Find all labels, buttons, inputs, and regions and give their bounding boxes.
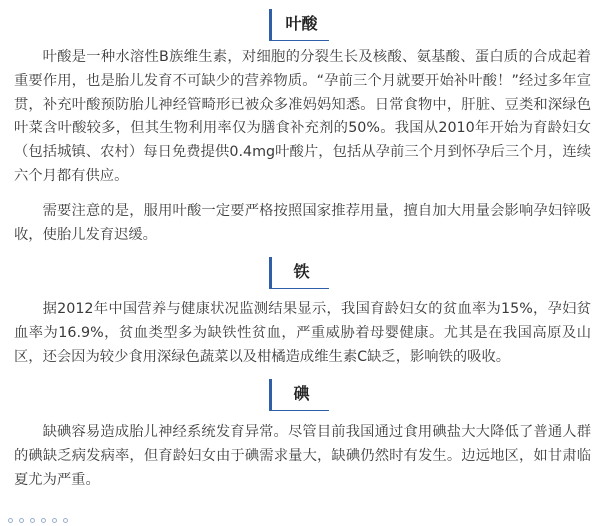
section-heading-wrap [0,257,600,289]
dot-icon [30,518,35,523]
paragraph-folic-acid-note: 需要注意的是，服用叶酸一定要严格按照国家推荐用量，擅自加大用量会影响孕妇锌吸收，使胎儿发育迟缓。 [14,203,591,243]
dot-icon [8,518,13,523]
section-heading-wrap [0,9,600,41]
paragraph-iron: 据2012年中国营养与健康状况监测结果显示，我国育龄妇女的贫血率为15%，孕妇贫血率为16.9%，贫血类型多为缺铁性贫血，严重威胁着母婴健康。尤其是在我国高原及山区，还会因为较少食用深绿色蔬菜以及柑橘造成维生素C缺乏，影响铁的吸收。 [14,301,591,365]
section-folic-acid [0,9,600,41]
section-heading-iron: 铁 [269,257,329,289]
section-iron [0,257,600,289]
dot-icon [19,518,24,523]
dot-icon [63,518,68,523]
dot-icon [41,518,46,523]
section-heading-iodine: 碘 [269,379,329,411]
section-heading-wrap [0,379,600,411]
decorative-dots [8,515,68,525]
section-iodine [0,379,600,411]
dot-icon [52,518,57,523]
paragraph-iodine: 缺碘容易造成胎儿神经系统发育异常。尽管目前我国通过食用碘盐大大降低了普通人群的碘缺乏病发病率，但育龄妇女由于碘需求量大，缺碘仍然时有发生。边远地区，如甘肃临夏尤为严重。 [14,424,591,488]
section-heading-folic-acid: 叶酸 [269,9,329,41]
paragraph-folic-acid-intro: 叶酸是一种水溶性B族维生素，对细胞的分裂生长及核酸、氨基酸、蛋白质的合成起着重要作用，也是胎儿发育不可缺少的营养物质。“孕前三个月就要开始补叶酸！”经过多年宣贯，补充叶酸预防胎儿神经管畸形已被众多准妈妈知悉。日常食物中，肝脏、豆类和深绿色叶菜含叶酸较多，但其生物利用率仅为膳食补充剂的50%。我国从2010年开始为育龄妇女（包括城镇、农村）每日免费提供0.4mg叶酸片，包括从孕前三个月到怀孕后三个月，连续六个月都有供应。 [14,49,591,184]
